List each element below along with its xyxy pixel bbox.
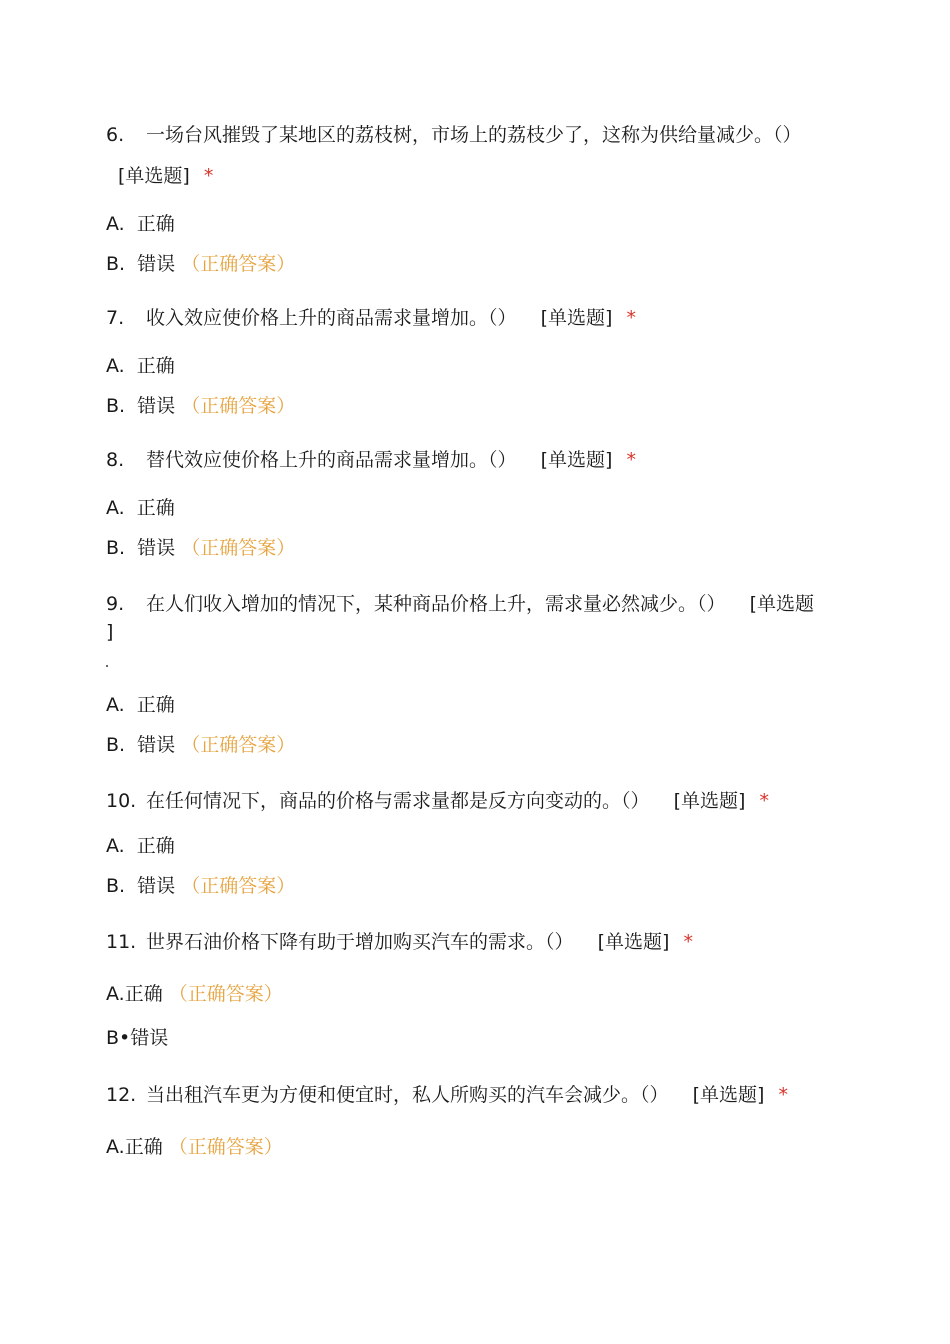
question-6-type	[118, 164, 213, 188]
question-type: [单选题]	[118, 165, 190, 187]
option-label: B•	[106, 1027, 131, 1049]
question-type: [单选题]	[540, 449, 613, 471]
option-a[interactable]	[106, 693, 175, 717]
required-marker: *	[683, 931, 693, 953]
option-label: B.	[106, 395, 126, 417]
option-text: 正确	[124, 983, 163, 1005]
correct-answer-tag: （正确答案）	[168, 1136, 283, 1158]
option-a[interactable]	[106, 354, 175, 378]
option-text: 错误	[137, 734, 176, 756]
question-text: 替代效应使价格上升的商品需求量增加。（）	[146, 449, 517, 471]
option-text: 错误	[137, 875, 176, 897]
question-type: [单选题]	[540, 307, 613, 329]
question-6-title	[106, 123, 802, 147]
option-a[interactable]	[106, 1135, 283, 1159]
option-text: 正确	[136, 694, 175, 716]
option-label: A.	[106, 983, 125, 1005]
option-a[interactable]	[106, 982, 283, 1006]
option-text: 错误	[137, 253, 176, 275]
question-text: 在人们收入增加的情况下，某种商品价格上升，需求量必然减少。（）	[146, 593, 726, 615]
option-label: B.	[106, 537, 126, 559]
question-text: 当出租汽车更为方便和便宜时，私人所购买的汽车会减少。（）	[146, 1084, 669, 1106]
required-marker: *	[626, 449, 636, 471]
option-label: A.	[106, 694, 125, 716]
option-text: 正确	[136, 355, 175, 377]
option-text: 错误	[137, 395, 176, 417]
question-text: 一场台风摧毁了某地区的荔枝树，市场上的荔枝少了，这称为供给量减少。（）	[146, 124, 802, 146]
correct-answer-tag: （正确答案）	[181, 734, 296, 756]
option-b[interactable]	[106, 874, 295, 898]
option-text: 正确	[136, 835, 175, 857]
question-10-title	[106, 789, 769, 813]
question-number: 11.	[106, 931, 137, 953]
option-b[interactable]	[106, 733, 295, 757]
question-type: [单选题]	[692, 1084, 765, 1106]
option-text: 错误	[137, 537, 176, 559]
question-number: 9.	[106, 593, 125, 615]
option-text: 正确	[124, 1136, 163, 1158]
question-7-title	[106, 306, 636, 330]
option-b[interactable]	[106, 1026, 168, 1050]
required-marker: *	[626, 307, 636, 329]
question-text: 世界石油价格下降有助于增加购买汽车的需求。（）	[146, 931, 574, 953]
option-a[interactable]	[106, 834, 175, 858]
option-label: A.	[106, 1136, 125, 1158]
correct-answer-tag: （正确答案）	[181, 395, 296, 417]
question-type: [单选题]	[673, 790, 746, 812]
correct-answer-tag: （正确答案）	[181, 537, 296, 559]
question-number: 12.	[106, 1084, 137, 1106]
question-number: 8.	[106, 449, 125, 471]
option-text: 错误	[130, 1027, 169, 1049]
correct-answer-tag: （正确答案）	[168, 983, 283, 1005]
option-a[interactable]	[106, 496, 175, 520]
question-type: [单选题]	[597, 931, 670, 953]
option-label: A.	[106, 355, 125, 377]
option-b[interactable]	[106, 394, 295, 418]
question-text: 在任何情况下，商品的价格与需求量都是反方向变动的。（）	[146, 790, 650, 812]
required-marker: *	[778, 1084, 788, 1106]
option-label: B.	[106, 253, 126, 275]
option-label: A.	[106, 835, 125, 857]
required-marker: *	[203, 165, 214, 187]
correct-answer-tag: （正确答案）	[181, 875, 296, 897]
question-type: [单选题	[749, 593, 814, 615]
question-type: ]	[106, 621, 114, 643]
option-label: A.	[106, 497, 125, 519]
question-8-title	[106, 448, 636, 472]
option-text: 正确	[136, 213, 175, 235]
option-text: 正确	[136, 497, 175, 519]
question-number: 7.	[106, 307, 125, 329]
question-12-title	[106, 1083, 788, 1107]
option-label: A.	[106, 213, 125, 235]
option-label: B.	[106, 875, 126, 897]
question-11-title	[106, 930, 693, 954]
question-9-type-end	[106, 620, 113, 644]
question-number: 6.	[106, 124, 125, 146]
option-label: B.	[106, 734, 126, 756]
stray-dot	[106, 665, 108, 667]
option-b[interactable]	[106, 536, 295, 560]
question-number: 10.	[106, 790, 137, 812]
required-marker: *	[759, 790, 769, 812]
question-text: 收入效应使价格上升的商品需求量增加。（）	[146, 307, 517, 329]
question-9-title	[106, 592, 814, 616]
correct-answer-tag: （正确答案）	[181, 253, 296, 275]
option-a[interactable]	[106, 212, 175, 236]
option-b[interactable]	[106, 252, 295, 276]
